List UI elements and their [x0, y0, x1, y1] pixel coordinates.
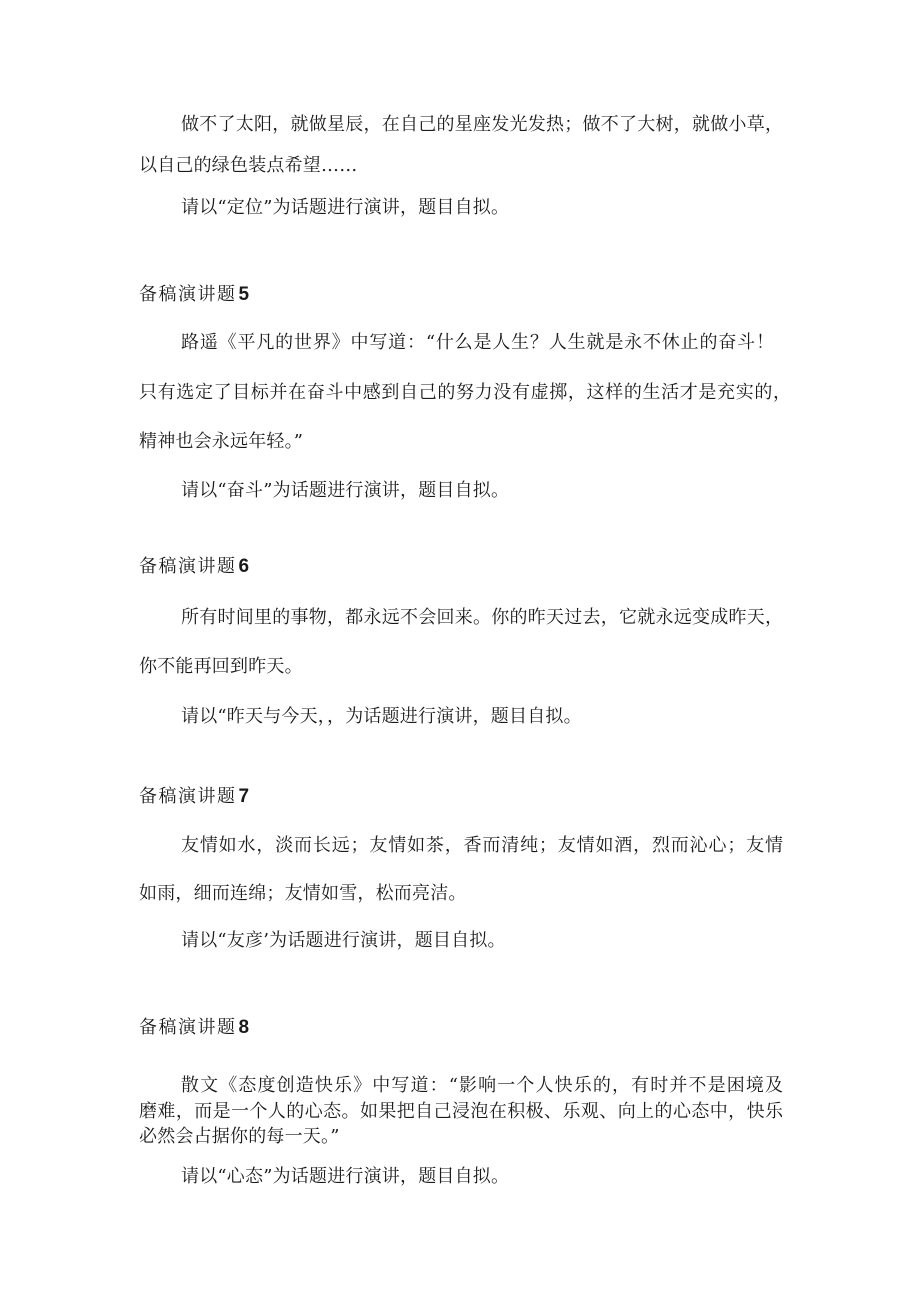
topic-heading-number: 7: [238, 786, 250, 807]
topic-prompt: 请以“昨天与今天，，为话题进行演讲，题目自拟。: [181, 706, 582, 727]
topic-heading-label: 备稿演讲题: [139, 1017, 237, 1038]
topic-prompt: 请以“奋斗”为话题进行演讲，题目自拟。: [181, 480, 510, 501]
topic-heading: [139, 556, 249, 578]
topic-heading-label: 备稿演讲题: [139, 284, 237, 305]
topic-heading-number: 5: [238, 284, 250, 305]
topic-heading-number: 8: [238, 1017, 250, 1038]
topic-heading: [139, 284, 249, 306]
topic-heading: [139, 786, 249, 808]
topic-prompt: 请以“友彦’为话题进行演讲，题目自拟。: [181, 930, 506, 951]
topic-text-line: 路遥《平凡的世界》中写道：“什么是人生？人生就是永不休止的奋斗！: [181, 332, 774, 353]
intro-prompt: 请以“定位”为话题进行演讲，题目自拟。: [181, 197, 510, 218]
intro-line-2: 以自己的绿色装点希望……: [139, 155, 358, 176]
topic-text-line: 你不能再回到昨天。: [139, 656, 303, 677]
topic-heading-label: 备稿演讲题: [139, 556, 237, 577]
topic-heading-number: 6: [238, 556, 250, 577]
topic-text-line: 必然会占据你的每一天。”: [139, 1126, 340, 1147]
topic-text-line: 磨难，而是一个人的心态。如果把自己浸泡在积极、乐观、向上的心态中，快乐: [139, 1101, 783, 1122]
topic-text-line: 所有时间里的事物，都永远不会回来。你的昨天过去，它就永远变成昨天，: [181, 607, 783, 628]
topic-heading: [139, 1017, 249, 1039]
topic-text-line: 只有选定了目标并在奋斗中感到自己的努力没有虚掷，这样的生活才是充实的，: [139, 382, 791, 403]
topic-text-line: 友情如水，淡而长远；友情如茶，香而清纯；友情如酒，烈而沁心；友情: [181, 835, 783, 856]
topic-prompt: 请以“心态”为话题进行演讲，题目自拟。: [181, 1166, 510, 1187]
topic-text-line: 如雨，细而连绵；友情如雪，松而亮洁。: [139, 883, 467, 904]
topic-text-line: 精神也会永远年轻。”: [139, 431, 304, 452]
topic-text-line: 散文《态度创造快乐》中写道：“影响一个人快乐的，有时并不是困境及: [181, 1075, 783, 1096]
intro-line-1: 做不了太阳，就做星辰，在自己的星座发光发热；做不了大树，就做小草，: [181, 114, 783, 135]
topic-heading-label: 备稿演讲题: [139, 786, 237, 807]
